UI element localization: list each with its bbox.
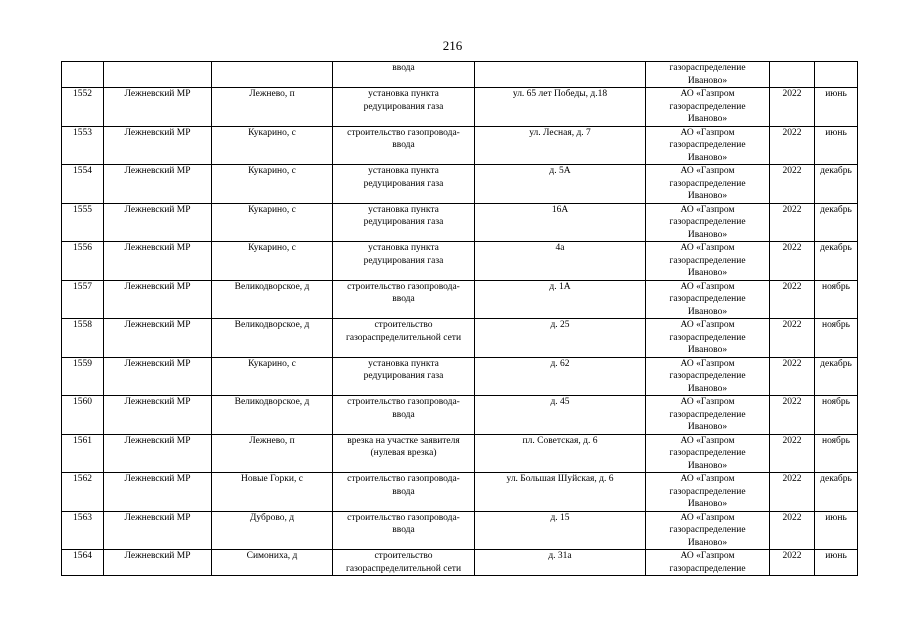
organization-line: АО «Газпром [680,474,735,484]
organization-line: Иваново» [687,306,728,317]
organization-line: Иваново» [687,229,728,240]
organization-line: АО «Газпром [680,320,735,330]
work-type-cell [333,62,475,88]
organization-line: газораспределение [669,178,746,189]
organization-line: газораспределение [669,563,746,574]
row-number-cell: 1556 [62,242,104,281]
row-number-cell [62,62,104,88]
settlement-cell: Кукарино, с [212,357,333,396]
organization-cell [646,434,770,473]
organization-line: Иваново» [687,75,728,86]
organization-cell [646,88,770,127]
organization-line: Иваново» [687,460,728,471]
table-row [62,126,858,165]
organization-line: АО «Газпром [680,166,735,176]
work-type-cell [333,434,475,473]
work-type-line: установка пункта [368,243,439,253]
organization-line: газораспределение [669,448,746,458]
organization-line: газораспределение [669,140,746,150]
organization-cell [646,203,770,242]
settlement-cell: Новые Горки, с [212,473,333,512]
organization-line: АО «Газпром [680,358,735,369]
organization-line: Иваново» [687,383,728,394]
organization-cell [646,550,770,576]
work-type-line: строительство газопровода- [347,397,460,407]
work-type-cell [333,357,475,396]
settlement-cell: Кукарино, с [212,242,333,281]
work-type-line: ввода [392,409,415,420]
year-cell: 2022 [770,434,815,473]
year-cell: 2022 [770,203,815,242]
table-row [62,88,858,127]
organization-line: газораспределение [669,63,746,73]
work-type-line: ввода [392,525,415,535]
work-type-line: редуцирования газа [363,178,444,189]
table-row [62,165,858,204]
organization-line: газораспределение [669,217,746,227]
organization-cell [646,319,770,358]
month-cell: июнь [815,88,858,127]
district-cell: Лежневский МР [104,242,212,281]
district-cell [104,62,212,88]
district-cell: Лежневский МР [104,434,212,473]
district-cell: Лежневский МР [104,550,212,576]
work-type-line: врезка на участке заявителя [347,435,460,446]
table-body [62,62,858,576]
address-cell: д. 1А [475,280,646,319]
organization-line: АО «Газпром [680,551,735,561]
year-cell: 2022 [770,357,815,396]
district-cell: Лежневский МР [104,88,212,127]
address-cell [475,62,646,88]
row-number-cell: 1555 [62,203,104,242]
organization-line: Иваново» [687,499,728,509]
month-cell [815,62,858,88]
address-cell: д. 31а [475,550,646,576]
table-row [62,396,858,435]
address-cell: 4а [475,242,646,281]
row-number-cell: 1562 [62,473,104,512]
table-row [62,434,858,473]
year-cell: 2022 [770,165,815,204]
organization-cell [646,473,770,512]
work-type-line: установка пункта [368,358,439,369]
organization-line: Иваново» [687,114,728,124]
district-cell: Лежневский МР [104,319,212,358]
work-type-cell [333,242,475,281]
address-cell: 16А [475,203,646,242]
work-type-cell [333,511,475,550]
work-type-cell [333,88,475,127]
row-number-cell: 1559 [62,357,104,396]
work-type-line: строительство [374,551,433,561]
row-number-cell: 1560 [62,396,104,435]
organization-line: АО «Газпром [680,397,735,407]
work-type-cell [333,203,475,242]
district-cell: Лежневский МР [104,126,212,165]
work-type-cell [333,126,475,165]
address-cell: ул. Лесная, д. 7 [475,126,646,165]
organization-line: АО «Газпром [680,127,735,138]
organization-cell [646,242,770,281]
organization-line: газораспределение [669,294,746,304]
work-type-line: газораспределительной сети [345,563,462,574]
district-cell: Лежневский МР [104,396,212,435]
work-type-line: ввода [392,140,415,150]
address-cell: ул. Большая Шуйская, д. 6 [475,473,646,512]
month-cell: июнь [815,550,858,576]
work-type-line: установка пункта [368,166,439,176]
month-cell: декабрь [815,165,858,204]
organization-line: газораспределение [669,101,746,112]
work-type-cell [333,550,475,576]
table-row [62,203,858,242]
organization-line: Иваново» [687,268,728,278]
organization-cell [646,396,770,435]
work-type-cell [333,396,475,435]
work-type-line: строительство газопровода- [347,512,460,523]
row-number-cell: 1563 [62,511,104,550]
work-type-line: редуцирования газа [363,217,444,227]
organization-line: газораспределение [669,525,746,535]
table-row [62,319,858,358]
month-cell: ноябрь [815,280,858,319]
organization-cell [646,126,770,165]
month-cell: июнь [815,511,858,550]
table-row [62,511,858,550]
settlement-cell: Лежнево, п [212,434,333,473]
organization-line: АО «Газпром [680,243,735,253]
settlement-cell: Великодворское, д [212,280,333,319]
table-row [62,550,858,576]
organization-cell [646,280,770,319]
work-type-line: ввода [392,63,415,73]
organization-line: АО «Газпром [680,281,735,292]
organization-cell [646,511,770,550]
row-number-cell: 1558 [62,319,104,358]
year-cell: 2022 [770,511,815,550]
settlement-cell [212,62,333,88]
row-number-cell: 1552 [62,88,104,127]
district-cell: Лежневский МР [104,511,212,550]
table-row [62,357,858,396]
organization-cell [646,165,770,204]
row-number-cell: 1561 [62,434,104,473]
organization-line: Иваново» [687,152,728,163]
organization-cell [646,357,770,396]
organization-line: газораспределение [669,332,746,343]
organization-line: газораспределение [669,486,746,497]
page-number: 216 [442,38,463,53]
organization-line: Иваново» [687,537,728,548]
work-type-line: ввода [392,294,415,304]
settlement-cell: Лежнево, п [212,88,333,127]
work-type-line: установка пункта [368,89,439,99]
month-cell: декабрь [815,357,858,396]
year-cell: 2022 [770,280,815,319]
work-type-line: строительство [374,320,433,330]
settlement-cell: Великодворское, д [212,319,333,358]
work-type-cell [333,473,475,512]
year-cell: 2022 [770,550,815,576]
month-cell: ноябрь [815,319,858,358]
organization-line: газораспределение [669,255,746,266]
row-number-cell: 1557 [62,280,104,319]
organization-line: АО «Газпром [680,435,735,446]
settlement-cell: Кукарино, с [212,165,333,204]
work-type-line: строительство газопровода- [347,281,460,292]
district-cell: Лежневский МР [104,357,212,396]
district-cell: Лежневский МР [104,280,212,319]
table-row [62,473,858,512]
work-type-line: установка пункта [368,204,439,215]
table-row [62,242,858,281]
address-cell: д. 15 [475,511,646,550]
table-row [62,280,858,319]
month-cell: ноябрь [815,396,858,435]
work-type-line: газораспределительной сети [345,332,462,343]
settlement-cell: Кукарино, с [212,203,333,242]
month-cell: июнь [815,126,858,165]
month-cell: ноябрь [815,434,858,473]
month-cell: декабрь [815,473,858,512]
work-type-line: редуцирования газа [363,255,444,266]
year-cell: 2022 [770,396,815,435]
gas-connection-table [61,61,858,576]
work-type-line: (нулевая врезка) [370,448,437,458]
month-cell: декабрь [815,203,858,242]
settlement-cell: Симониха, д [212,550,333,576]
district-cell: Лежневский МР [104,165,212,204]
work-type-line: строительство газопровода- [347,474,460,484]
year-cell: 2022 [770,473,815,512]
organization-line: АО «Газпром [680,89,735,99]
organization-line: АО «Газпром [680,512,735,523]
address-cell: д. 45 [475,396,646,435]
address-cell: д. 62 [475,357,646,396]
district-cell: Лежневский МР [104,473,212,512]
work-type-cell [333,280,475,319]
row-number-cell: 1564 [62,550,104,576]
address-cell: ул. 65 лет Победы, д.18 [475,88,646,127]
organization-line: газораспределение [669,409,746,420]
row-number-cell: 1554 [62,165,104,204]
organization-line: Иваново» [687,345,728,355]
year-cell: 2022 [770,88,815,127]
district-cell: Лежневский МР [104,203,212,242]
organization-line: газораспределение [669,371,746,381]
work-type-line: ввода [392,486,415,497]
organization-cell [646,62,770,88]
work-type-line: строительство газопровода- [347,127,460,138]
work-type-cell [333,165,475,204]
settlement-cell: Дуброво, д [212,511,333,550]
year-cell: 2022 [770,126,815,165]
year-cell [770,62,815,88]
year-cell: 2022 [770,319,815,358]
organization-line: Иваново» [687,422,728,432]
table-row [62,62,858,88]
month-cell: декабрь [815,242,858,281]
work-type-cell [333,319,475,358]
settlement-cell: Великодворское, д [212,396,333,435]
organization-line: АО «Газпром [680,204,735,215]
organization-line: Иваново» [687,191,728,201]
address-cell: д. 5А [475,165,646,204]
settlement-cell: Кукарино, с [212,126,333,165]
row-number-cell: 1553 [62,126,104,165]
work-type-line: редуцирования газа [363,371,444,381]
year-cell: 2022 [770,242,815,281]
address-cell: д. 25 [475,319,646,358]
address-cell: пл. Советская, д. 6 [475,434,646,473]
work-type-line: редуцирования газа [363,101,444,112]
